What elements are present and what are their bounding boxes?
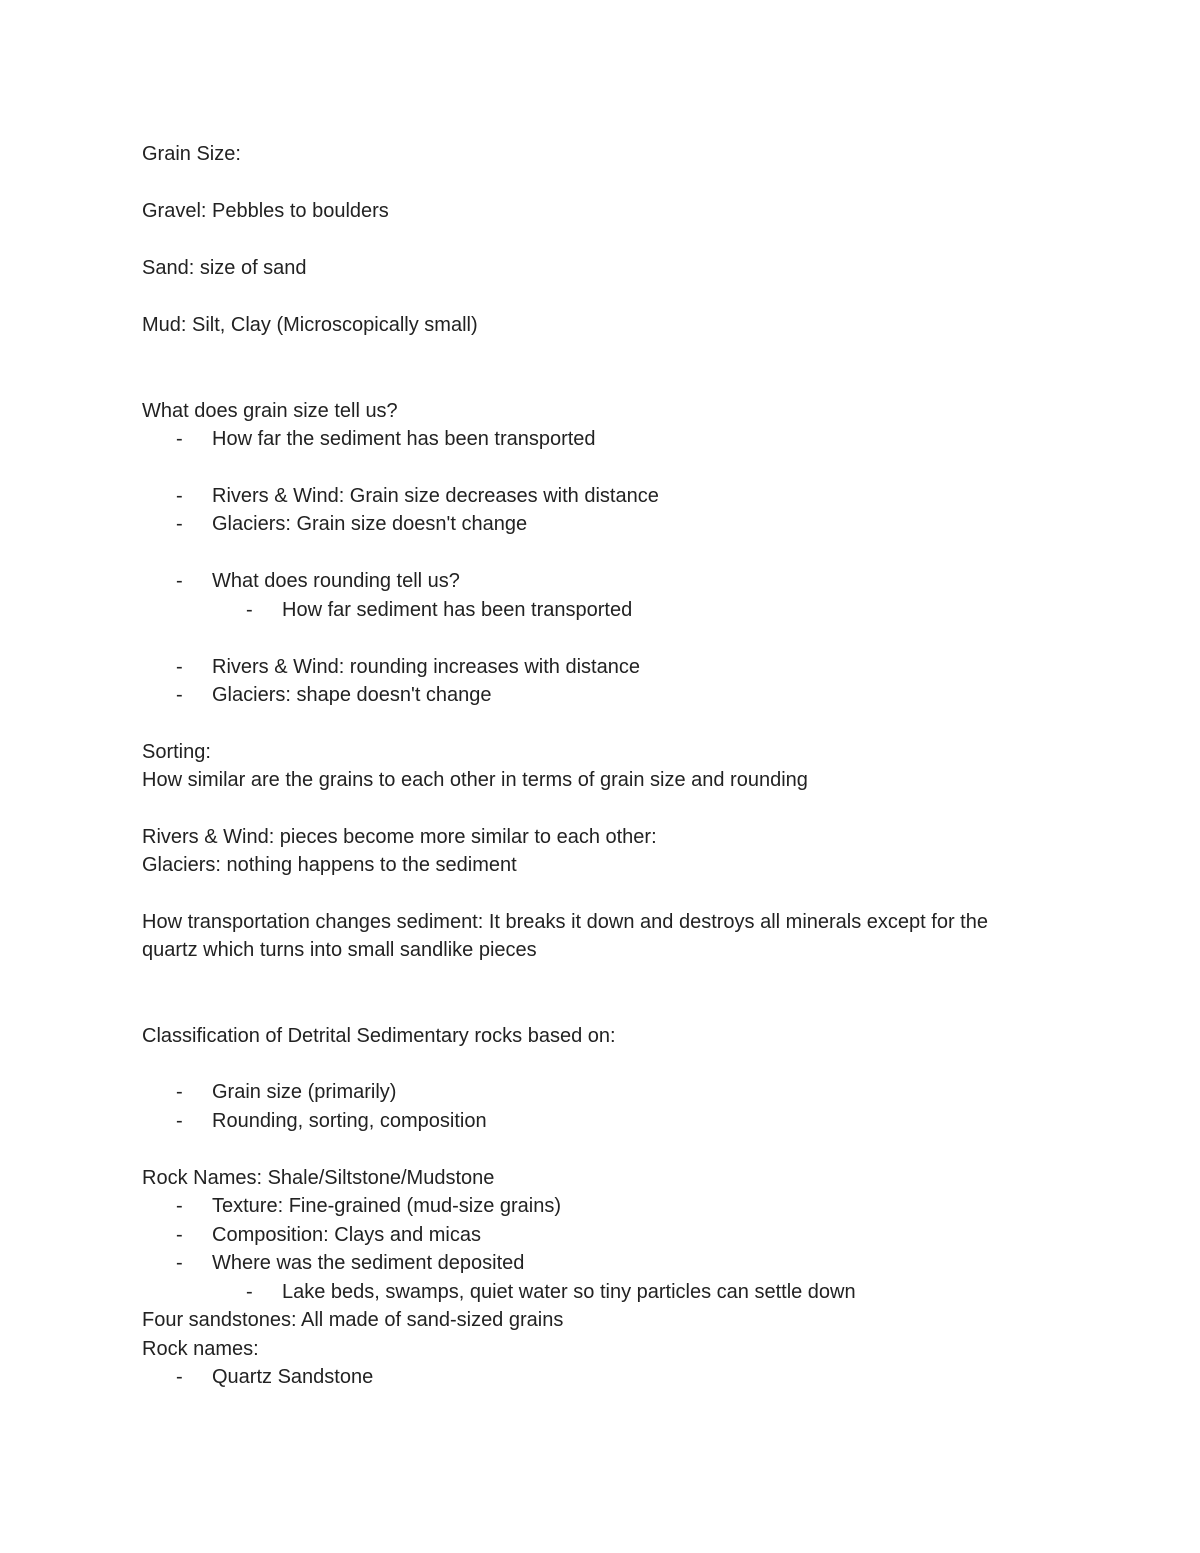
bullet-dash: - xyxy=(176,1252,183,1274)
mud-line: Mud: Silt, Clay (Microscopically small) xyxy=(142,314,478,336)
bullet-dash: - xyxy=(176,570,183,592)
grain-size-question: What does grain size tell us? xyxy=(142,400,398,422)
bullet-dash: - xyxy=(176,656,183,678)
four-sandstones-line: Four sandstones: All made of sand-sized grains xyxy=(142,1309,564,1331)
sub-bullet-lake-beds: Lake beds, swamps, quiet water so tiny particles can settle down xyxy=(282,1281,856,1303)
bullet-grain-size-primary: Grain size (primarily) xyxy=(212,1081,397,1103)
bullet-rounding-question: What does rounding tell us? xyxy=(212,570,460,592)
bullet-dash: - xyxy=(176,1110,183,1132)
bullet-dash: - xyxy=(176,428,183,450)
bullet-where-deposited: Where was the sediment deposited xyxy=(212,1252,525,1274)
gravel-line: Gravel: Pebbles to boulders xyxy=(142,200,389,222)
bullet-rounding-sorting: Rounding, sorting, composition xyxy=(212,1110,487,1132)
sub-bullet-transport: How far sediment has been transported xyxy=(282,599,633,621)
classification-heading: Classification of Detrital Sedimentary rocks based on: xyxy=(142,1025,616,1047)
bullet-glaciers-shape: Glaciers: shape doesn't change xyxy=(212,684,492,706)
rock-names-heading: Rock names: xyxy=(142,1338,259,1360)
rock-names-shale: Rock Names: Shale/Siltstone/Mudstone xyxy=(142,1167,495,1189)
bullet-dash: - xyxy=(176,1224,183,1246)
bullet-dash: - xyxy=(176,485,183,507)
bullet-transport: How far the sediment has been transported xyxy=(212,428,596,450)
bullet-composition: Composition: Clays and micas xyxy=(212,1224,481,1246)
bullet-dash: - xyxy=(176,1195,183,1217)
sand-line: Sand: size of sand xyxy=(142,257,307,279)
bullet-dash: - xyxy=(176,1081,183,1103)
bullet-dash: - xyxy=(176,513,183,535)
sorting-definition: How similar are the grains to each other in terms of grain size and rounding xyxy=(142,769,808,791)
bullet-dash: - xyxy=(176,1366,183,1388)
sub-bullet-dash: - xyxy=(246,1281,253,1303)
bullet-rivers-grain: Rivers & Wind: Grain size decreases with distance xyxy=(212,485,659,507)
transportation-line-1: How transportation changes sediment: It breaks it down and destroys all minerals except for the xyxy=(142,911,988,933)
transportation-line-2: quartz which turns into small sandlike pieces xyxy=(142,939,537,961)
sorting-heading: Sorting: xyxy=(142,741,211,763)
grain-size-heading: Grain Size: xyxy=(142,143,241,165)
bullet-dash: - xyxy=(176,684,183,706)
rivers-sorting-line: Rivers & Wind: pieces become more similar to each other: xyxy=(142,826,657,848)
glaciers-sorting-line: Glaciers: nothing happens to the sediment xyxy=(142,854,517,876)
sub-bullet-dash: - xyxy=(246,599,253,621)
bullet-glaciers-grain: Glaciers: Grain size doesn't change xyxy=(212,513,528,535)
bullet-texture: Texture: Fine-grained (mud-size grains) xyxy=(212,1195,562,1217)
bullet-quartz-sandstone: Quartz Sandstone xyxy=(212,1366,374,1388)
bullet-rivers-rounding: Rivers & Wind: rounding increases with distance xyxy=(212,656,640,678)
